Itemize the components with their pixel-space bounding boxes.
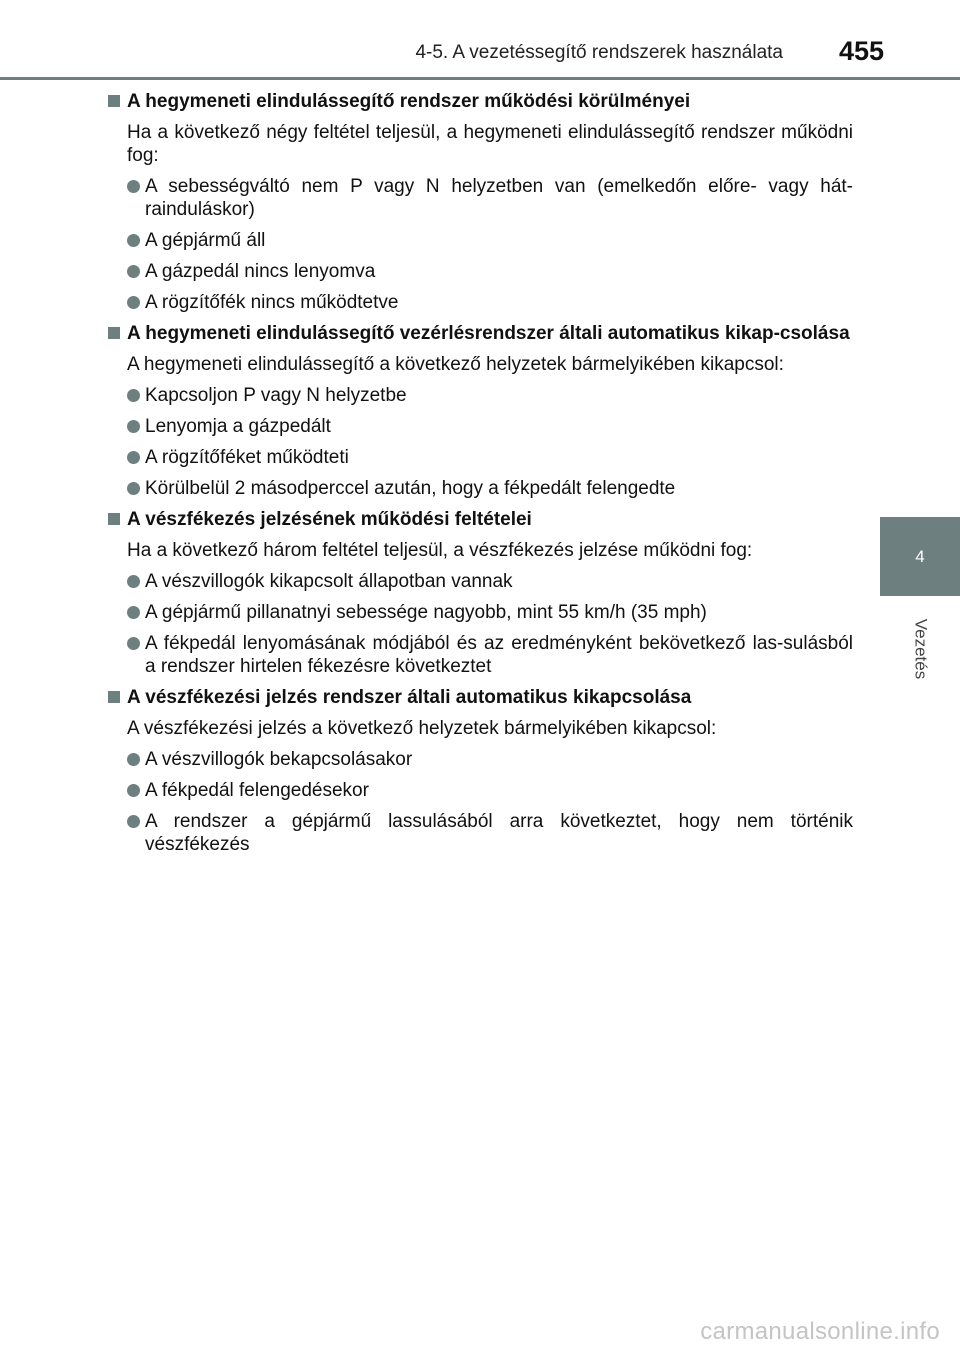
list-item-text: A vészvillogók bekapcsolásakor: [145, 749, 413, 770]
square-bullet-icon: [108, 691, 120, 703]
section-emergency-signal-conditions: [108, 508, 853, 678]
circle-bullet-icon: [127, 389, 140, 402]
list-item: [127, 229, 853, 252]
list-item-text: A fékpedál lenyomásának módjából és az eredményként bekövetkező las-sulásból a rendszer hirtelen fékezésre következtet: [145, 633, 853, 677]
circle-bullet-icon: [127, 451, 140, 464]
square-bullet-icon: [108, 327, 120, 339]
page-content: [108, 90, 853, 864]
list-item: [127, 477, 853, 500]
section-emergency-signal-auto-off: [108, 686, 853, 856]
list-item-text: A vészvillogók kikapcsolt állapotban vannak: [145, 571, 513, 592]
section-intro: A vészfékezési jelzés a következő helyzetek bármelyikében kikapcsol:: [127, 718, 717, 739]
circle-bullet-icon: [127, 265, 140, 278]
circle-bullet-icon: [127, 296, 140, 309]
list-item: [127, 415, 853, 438]
section-heading-text: A vészfékezés jelzésének működési feltételei: [127, 509, 532, 530]
list-item-text: Körülbelül 2 másodperccel azután, hogy a fékpedált felengedte: [145, 478, 676, 499]
list-item-text: A rögzítőféket működteti: [145, 447, 349, 468]
chapter-side-label: [896, 604, 944, 694]
list-item: [127, 810, 853, 856]
section-intro: Ha a következő négy feltétel teljesül, a hegymeneti elindulássegítő rendszer működni fog:: [127, 122, 853, 166]
list-item-text: A gépjármű pillanatnyi sebessége nagyobb, mint 55 km/h (35 mph): [145, 602, 707, 623]
list-item: [127, 779, 853, 802]
section-heading: [108, 508, 853, 531]
list-item: [127, 260, 853, 283]
list-item: [127, 291, 853, 314]
section-heading: [108, 90, 853, 113]
section-intro: A hegymeneti elindulássegítő a következő helyzetek bármelyikében kikapcsol:: [127, 354, 784, 375]
list-item-text: Lenyomja a gázpedált: [145, 416, 331, 437]
list-item-text: A rögzítőfék nincs működtetve: [145, 292, 399, 313]
watermark: carmanualsonline.info: [700, 1318, 940, 1345]
chapter-side-label-text: Vezetés: [911, 618, 930, 680]
square-bullet-icon: [108, 95, 120, 107]
list-item-text: A gázpedál nincs lenyomva: [145, 261, 376, 282]
circle-bullet-icon: [127, 180, 140, 193]
section-heading: [108, 322, 853, 345]
list-item: [127, 175, 853, 221]
circle-bullet-icon: [127, 784, 140, 797]
section-heading-text: A hegymeneti elindulássegítő rendszer működési körülményei: [127, 91, 691, 112]
list-item-text: Kapcsoljon P vagy N helyzetbe: [145, 385, 407, 406]
header-rule: [0, 77, 960, 80]
chapter-tab: [880, 517, 960, 596]
list-item: [127, 570, 853, 593]
page-number: 455: [838, 36, 884, 66]
section-heading-text: A hegymeneti elindulássegítő vezérlésrendszer általi automatikus kikap-csolása: [127, 323, 850, 344]
list-item-text: A fékpedál felengedésekor: [145, 780, 369, 801]
circle-bullet-icon: [127, 753, 140, 766]
chapter-title: 4-5. A vezetéssegítő rendszerek használata: [415, 42, 783, 63]
circle-bullet-icon: [127, 575, 140, 588]
circle-bullet-icon: [127, 234, 140, 247]
list-item: [127, 632, 853, 678]
list-item: [127, 446, 853, 469]
section-heading: [108, 686, 853, 709]
circle-bullet-icon: [127, 815, 140, 828]
list-item-text: A rendszer a gépjármű lassulásából arra következtet, hogy nem történik vészfékezés: [145, 811, 853, 855]
section-hill-start-conditions: [108, 90, 853, 314]
list-item-text: A gépjármű áll: [145, 230, 266, 251]
section-intro: Ha a következő három feltétel teljesül, a vészfékezés jelzése működni fog:: [127, 540, 753, 561]
list-item-text: A sebességváltó nem P vagy N helyzetben van (emelkedőn előre- vagy hát-rainduláskor): [145, 176, 853, 220]
chapter-tab-number: 4: [915, 546, 925, 566]
list-item: [127, 601, 853, 624]
circle-bullet-icon: [127, 420, 140, 433]
section-hill-start-auto-off: [108, 322, 853, 500]
circle-bullet-icon: [127, 637, 140, 650]
section-heading-text: A vészfékezési jelzés rendszer általi automatikus kikapcsolása: [127, 687, 692, 708]
list-item: [127, 748, 853, 771]
list-item: [127, 384, 853, 407]
circle-bullet-icon: [127, 482, 140, 495]
circle-bullet-icon: [127, 606, 140, 619]
square-bullet-icon: [108, 513, 120, 525]
